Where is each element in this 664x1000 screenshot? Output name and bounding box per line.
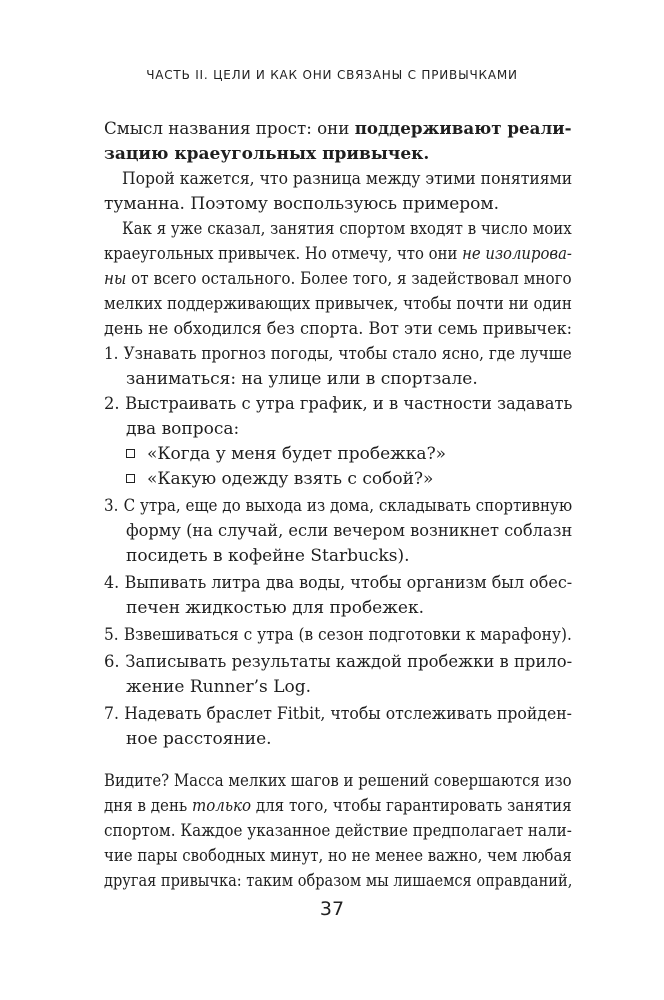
text-line: Порой кажется, что разница между этими понятиями [122, 169, 573, 189]
running-header: ЧАСТЬ II. ЦЕЛИ И КАК ОНИ СВЯЗАНЫ С ПРИВЫЧКАМИ [146, 68, 518, 82]
list-number: 7. [104, 704, 119, 724]
list-text: Выпивать литра два воды, чтобы организм был обес- [124, 573, 573, 593]
text-line: спортом. Каждое указанное действие предполагает нали- [104, 821, 572, 841]
italic-text: не изолирова- [462, 244, 572, 264]
list-item-continuation: форму (на случай, если вечером возникнет соблазн [126, 521, 573, 541]
list-text: Выстраивать с утра график, и в частности задавать [125, 394, 573, 414]
list-item [104, 343, 572, 365]
text-line [104, 795, 572, 817]
sub-list-item [126, 443, 446, 465]
list-item-continuation: ное расстояние. [126, 729, 272, 749]
text-span: для того, чтобы гарантировать занятия [251, 796, 572, 816]
list-number: 1. [104, 344, 119, 364]
list-item-continuation: жение Runner’s Log. [126, 677, 311, 697]
list-number: 2. [104, 394, 120, 414]
text-span: Смысл названия прост: они [104, 119, 355, 139]
list-item [104, 703, 572, 725]
text-line: Как я уже сказал, занятия спортом входят в число моих [122, 219, 572, 239]
list-text: Записывать результаты каждой пробежки в прило- [125, 652, 573, 672]
text-line: чие пары свободных минут, но не менее важно, чем любая [104, 846, 572, 866]
square-bullet-icon [126, 474, 135, 483]
list-item-continuation: печен жидкостью для пробежек. [126, 598, 424, 618]
text-span: краеугольных привычек. Но отмечу, что они [104, 244, 463, 264]
text-line [104, 118, 572, 140]
list-text: Взвешиваться с утра (в сезон подготовки к марафону). [123, 625, 572, 645]
square-bullet-icon [126, 449, 135, 458]
sub-list-item [126, 468, 433, 490]
text-span: дня в день [104, 796, 192, 816]
list-item [104, 495, 572, 517]
list-item [104, 393, 572, 415]
text-line [104, 143, 429, 165]
list-item-continuation: два вопроса: [126, 419, 240, 439]
bold-text: зацию краеугольных привычек. [104, 144, 430, 164]
text-line [104, 243, 572, 265]
bold-text: поддерживают реали- [354, 119, 572, 139]
list-text: «Когда у меня будет пробежка?» [147, 444, 447, 464]
list-number: 4. [104, 573, 120, 593]
text-line: Видите? Масса мелких шагов и решений совершаются изо [104, 771, 572, 791]
page-number: 37 [319, 898, 345, 920]
list-number: 5. [104, 625, 119, 645]
list-item [104, 572, 572, 594]
italic-text: ны [104, 269, 127, 289]
text-line: мелких поддерживающих привычек, чтобы почти ни один [104, 294, 572, 314]
italic-text: только [191, 796, 252, 816]
list-text: С утра, еще до выхода из дома, складывать спортивную [123, 496, 573, 516]
list-text: Надевать браслет Fitbit, чтобы отслеживать пройден- [124, 704, 572, 724]
list-text: «Какую одежду взять с собой?» [147, 469, 434, 489]
list-item-continuation: заниматься: на улице или в спортзале. [126, 369, 478, 389]
list-item-continuation: посидеть в кофейне Starbucks). [126, 546, 410, 566]
text-line [104, 268, 572, 290]
text-line: другая привычка: таким образом мы лишаемся оправданий, [104, 871, 573, 891]
text-span: от всего остального. Более того, я задействовал много [126, 269, 572, 289]
text-line: туманна. Поэтому воспользуюсь примером. [104, 194, 499, 214]
list-number: 6. [104, 652, 120, 672]
text-line: день не обходился без спорта. Вот эти семь привычек: [104, 319, 573, 339]
list-item [104, 624, 572, 646]
list-text: Узнавать прогноз погоды, чтобы стало ясно, где лучше [123, 344, 572, 364]
list-item [104, 651, 572, 673]
list-number: 3. [104, 496, 119, 516]
